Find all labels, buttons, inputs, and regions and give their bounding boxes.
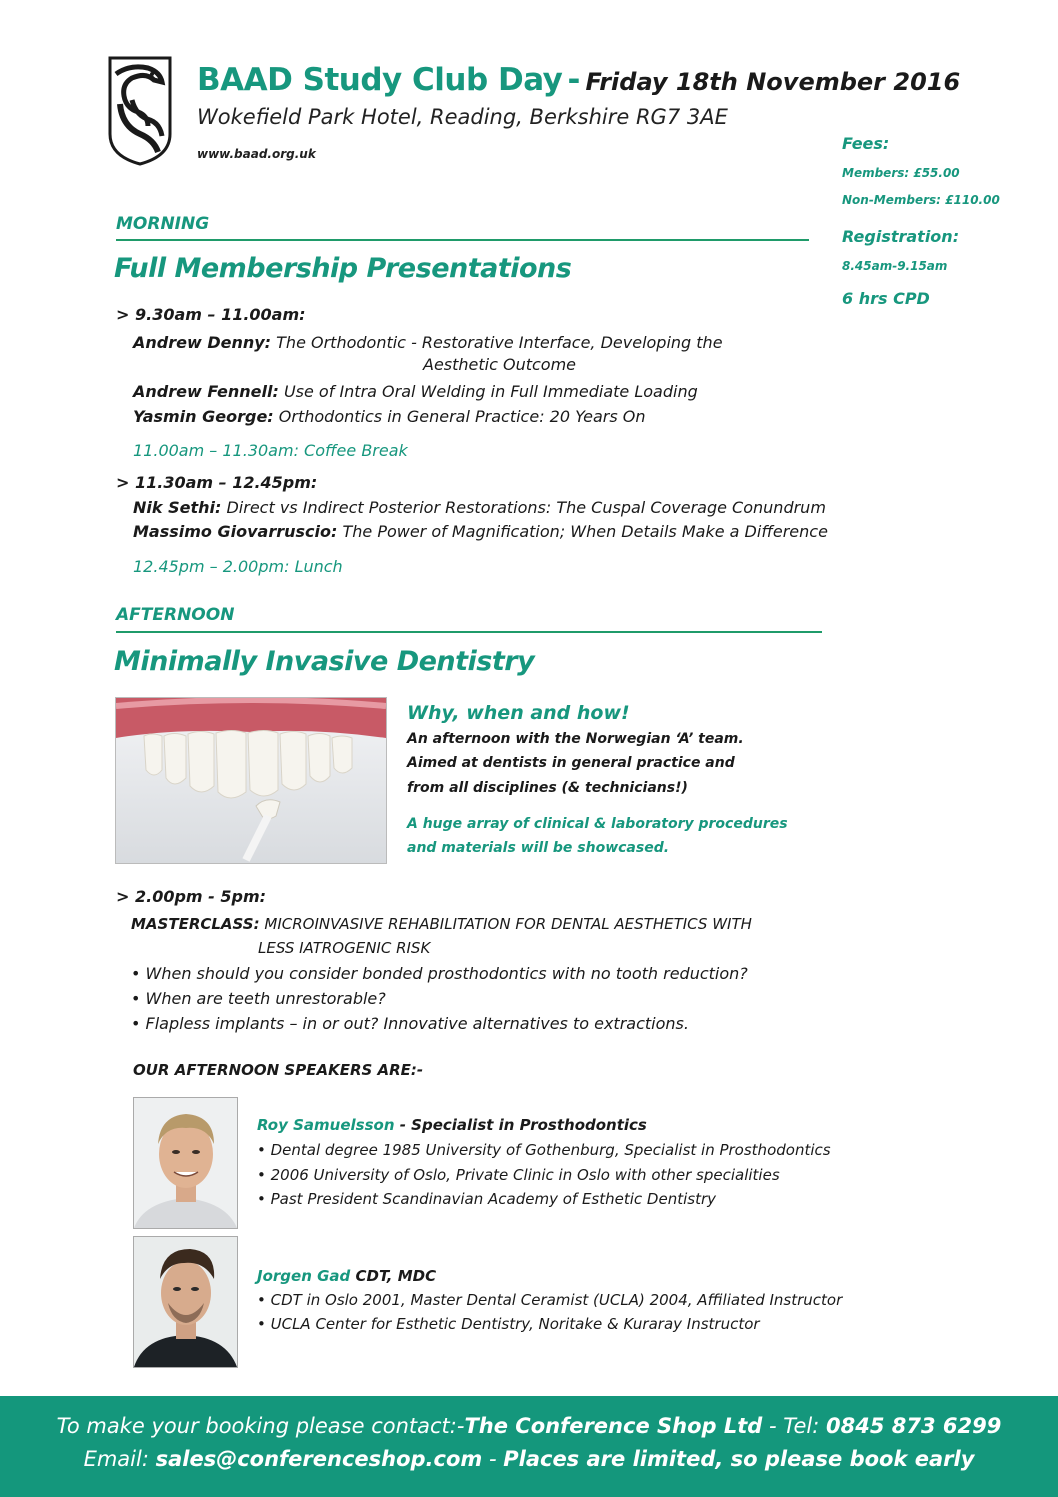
afternoon-divider	[116, 631, 822, 633]
registration-time: 8.45am-9.15am	[842, 259, 948, 273]
talk-topic: Direct vs Indirect Posterior Restorations: The Cuspal Coverage Conundrum	[226, 498, 826, 517]
booking-contact-line	[0, 1414, 1058, 1438]
booking-intro: To make your booking please contact:-	[56, 1414, 465, 1438]
talk-row	[133, 333, 723, 352]
masterclass-bullet: • When are teeth unrestorable?	[131, 989, 386, 1008]
talk-topic: Orthodontics in General Practice: 20 Years On	[278, 407, 646, 426]
teeth-photo	[115, 697, 387, 864]
speaker-name-roy	[257, 1116, 647, 1134]
speaker-bio-line: • 2006 University of Oslo, Private Clinic in Oslo with other specialities	[257, 1166, 780, 1184]
email-link[interactable]: sales@conferenceshop.com	[155, 1447, 483, 1471]
non-members-fee: Non-Members: £110.00	[842, 193, 1000, 207]
masterclass-bullet: • When should you consider bonded prosthodontics with no tooth reduction?	[131, 964, 748, 983]
speaker-name: Jorgen Gad	[257, 1267, 351, 1285]
afternoon-label: AFTERNOON	[116, 605, 235, 625]
talk-row	[133, 382, 698, 401]
speaker-photo-roy	[133, 1097, 238, 1229]
afternoon-slot: > 2.00pm - 5pm:	[116, 887, 267, 906]
speaker-bio-line: • Dental degree 1985 University of Gothenburg, Specialist in Prosthodontics	[257, 1141, 831, 1159]
fees-label: Fees:	[842, 134, 890, 153]
registration-label: Registration:	[842, 227, 960, 246]
event-title	[197, 62, 960, 98]
booking-email-line	[0, 1447, 1058, 1471]
talk-topic: The Orthodontic - Restorative Interface, Developing the	[276, 333, 723, 352]
talk-topic: Use of Intra Oral Welding in Full Immediate Loading	[283, 382, 698, 401]
talk-topic: The Power of Magnification; When Details Make a Difference	[342, 522, 828, 541]
morning-title: Full Membership Presentations	[114, 253, 572, 284]
lunch-break: 12.45pm – 2.00pm: Lunch	[133, 557, 343, 576]
why-heading: Why, when and how!	[407, 702, 630, 724]
afternoon-title: Minimally Invasive Dentistry	[114, 646, 535, 677]
event-venue: Wokefield Park Hotel, Reading, Berkshire RG7 3AE	[197, 105, 728, 129]
speaker-role: - Specialist in Prosthodontics	[394, 1116, 647, 1134]
speaker-bio-line: • UCLA Center for Esthetic Dentistry, Noritake & Kuraray Instructor	[257, 1315, 760, 1333]
phone-number[interactable]: 0845 873 6299	[825, 1414, 1002, 1438]
speaker-role: CDT, MDC	[350, 1267, 437, 1285]
speaker-name-jorgen	[257, 1267, 436, 1285]
masterclass-label: MASTERCLASS:	[131, 915, 260, 933]
intro-line: An afternoon with the Norwegian ‘A’ team.	[407, 731, 744, 747]
talk-topic-continued: Aesthetic Outcome	[423, 355, 577, 374]
morning-slot-2: > 11.30am – 12.45pm:	[116, 473, 318, 492]
tel-label: - Tel:	[762, 1414, 826, 1438]
masterclass-bullet: • Flapless implants – in or out? Innovative alternatives to extractions.	[131, 1014, 689, 1033]
speaker-name: Andrew Denny:	[133, 333, 272, 352]
speaker-photo-jorgen	[133, 1236, 238, 1368]
talk-row	[133, 498, 826, 517]
talk-row	[133, 407, 646, 426]
morning-divider	[116, 239, 809, 241]
booking-footer	[0, 1396, 1058, 1497]
email-label: Email:	[83, 1447, 156, 1471]
speaker-name: Nik Sethi:	[133, 498, 222, 517]
speaker-bio-line: • CDT in Oslo 2001, Master Dental Ceramist (UCLA) 2004, Affiliated Instructor	[257, 1291, 843, 1309]
cpd-hours: 6 hrs CPD	[842, 289, 930, 308]
talk-row	[133, 522, 828, 541]
intro-line: from all disciplines (& technicians!)	[407, 780, 688, 796]
speaker-bio-line: • Past President Scandinavian Academy of Esthetic Dentistry	[257, 1190, 716, 1208]
morning-label: MORNING	[116, 214, 210, 234]
speaker-name: Roy Samuelsson	[257, 1116, 395, 1134]
showcase-line: A huge array of clinical & laboratory procedures	[407, 816, 788, 832]
organiser-name: The Conference Shop Ltd	[464, 1414, 763, 1438]
club-name: BAAD Study Club Day	[197, 62, 563, 98]
title-dash: -	[567, 62, 581, 98]
speaker-name: Andrew Fennell:	[133, 382, 279, 401]
speaker-name: Massimo Giovarruscio:	[133, 522, 338, 541]
limited-places-note: Places are limited, so please book early	[503, 1447, 975, 1471]
website-link[interactable]: www.baad.org.uk	[197, 147, 316, 161]
baad-logo	[108, 56, 172, 166]
intro-line: Aimed at dentists in general practice and	[407, 755, 735, 771]
event-date: Friday 18th November 2016	[585, 68, 961, 96]
separator: -	[482, 1447, 504, 1471]
masterclass-topic-continued: LESS IATROGENIC RISK	[258, 939, 431, 957]
masterclass-title	[131, 915, 752, 933]
showcase-line: and materials will be showcased.	[407, 840, 670, 856]
speaker-name: Yasmin George:	[133, 407, 274, 426]
morning-slot-1: > 9.30am – 11.00am:	[116, 305, 306, 324]
masterclass-topic: MICROINVASIVE REHABILITATION FOR DENTAL AESTHETICS WITH	[264, 915, 752, 933]
speakers-heading: OUR AFTERNOON SPEAKERS ARE:-	[133, 1061, 424, 1079]
coffee-break: 11.00am – 11.30am: Coffee Break	[133, 441, 408, 460]
members-fee: Members: £55.00	[842, 166, 960, 180]
